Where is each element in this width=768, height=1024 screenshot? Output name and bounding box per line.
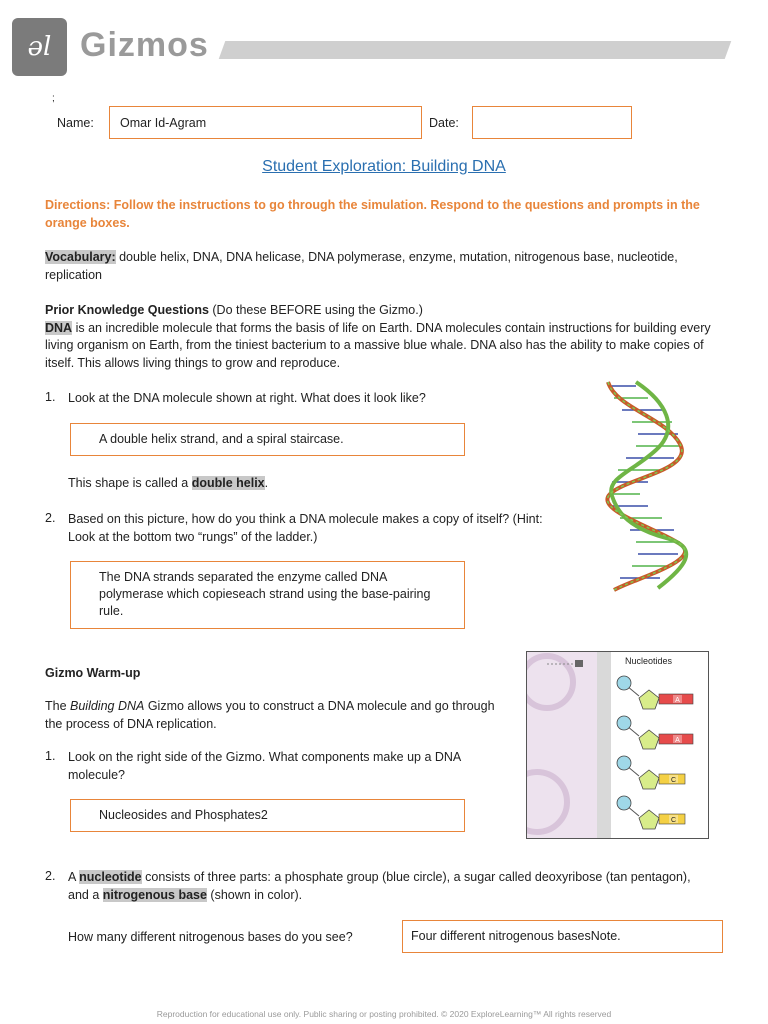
phosphate-circle [617,676,631,690]
phosphate-circle [617,756,631,770]
page-title: Student Exploration: Building DNA [262,158,506,175]
vocabulary [45,249,725,284]
prior-heading-note: (Do these BEFORE using the Gizmo.) [208,303,423,317]
dna-text: is an incredible molecule that forms the basis of life on Earth. DNA molecules contain instructions for building every living organism on Earth, from the tiniest bacterium to a massive blue whale. DNA also has the ability to make copies of itself. This allows living things to grow and reproduce. [45,320,711,370]
prior-q1-number: 1. [45,390,56,404]
header-bar [219,41,732,59]
prior-heading: Prior Knowledge Questions [45,303,209,317]
double-helix-term: double helix [191,476,265,490]
warmup-intro [45,698,505,733]
prior-q2-text: Based on this picture, how do you think a DNA molecule makes a copy of itself? (Hint: Look at the bottom two “rungs” of the ladder.) [68,512,543,544]
warmup-q2-text [68,869,708,904]
nucleotide-term: nucleotide [79,870,142,884]
dna-helix-image [596,378,692,593]
logo-glyph: əl [27,32,52,62]
sugar-pentagon [639,770,659,789]
base-letter: A [675,697,680,704]
copyright-footer: Reproduction for educational use only. Public sharing or posting prohibited. © 2020 ExploreLearning™ All rights reserved [156,1009,612,1019]
vocabulary-text: double helix, DNA, DNA helicase, DNA polymerase, enzyme, mutation, nitrogenous base, nucleotide, replication [45,250,678,282]
warmup-q2-subquestion: How many different nitrogenous bases do you see? [68,930,353,944]
nucleotide-item[interactable] [615,794,705,832]
nucleotide-item[interactable] [615,754,705,792]
prior-knowledge [45,302,725,372]
prior-q1-answer[interactable]: A double helix strand, and a spiral staircase. [70,423,465,456]
semicolon-mark: ; [52,93,55,104]
prior-q2-answer[interactable]: The DNA strands separated the enzyme called DNA polymerase which copieseach strand using the base-pairing rule. [70,561,465,629]
warmup-q1-text: Look on the right side of the Gizmo. What components make up a DNA molecule? [68,750,461,782]
brand-name: Gizmos [80,26,209,64]
name-field[interactable]: Omar Id-Agram [109,106,422,139]
gizmos-logo [12,18,67,76]
nitrogenous-base-term: nitrogenous base [102,887,207,902]
dna-term: DNA [45,320,73,335]
intro-italic: Building DNA [70,699,145,713]
phosphate-circle [617,716,631,730]
warmup-q1-number: 1. [45,749,56,763]
sugar-pentagon [639,810,659,829]
warmup-q2-answer[interactable]: Four different nitrogenous basesNote. [402,920,723,953]
warmup-q1-answer[interactable]: Nucleosides and Phosphates2 [70,799,465,832]
followup-pre: This shape is called a [68,476,192,490]
date-label: Date: [429,116,459,130]
q2-mid: consists of three parts: a phosphate group (blue circle), a sugar called deoxyribose (tan pentagon), and a [68,870,691,902]
base-letter: C [670,777,677,784]
warmup-q2-number: 2. [45,869,56,883]
name-label: Name: [57,116,94,130]
vocabulary-label: Vocabulary: [45,250,116,264]
base-letter: A [675,737,680,744]
prior-q1-followup [68,475,268,493]
followup-post: . [264,476,269,490]
base-letter: C [670,817,677,824]
q2-pre: A [68,870,80,884]
warmup-heading-text: Gizmo Warm-up [45,666,141,680]
directions: Directions: Follow the instructions to go through the simulation. Respond to the questions and prompts in the orange boxes. [45,198,700,230]
nucleotide-item[interactable] [615,674,705,712]
date-field[interactable] [472,106,632,139]
sugar-pentagon [639,690,659,709]
gizmo-panel-title: Nucleotides [625,656,673,666]
prior-q1-text: Look at the DNA molecule shown at right. What does it look like? [68,391,426,405]
prior-q2-number: 2. [45,511,56,525]
q2-post: (shown in color). [206,887,303,902]
intro-pre: The [45,699,71,713]
phosphate-circle [617,796,631,810]
gizmo-nucleotides-panel [526,651,709,839]
intro-post: Gizmo allows you to construct a DNA molecule and go through the process of DNA replication. [45,699,495,731]
nucleotide-item[interactable] [615,714,705,752]
sugar-pentagon [639,730,659,749]
